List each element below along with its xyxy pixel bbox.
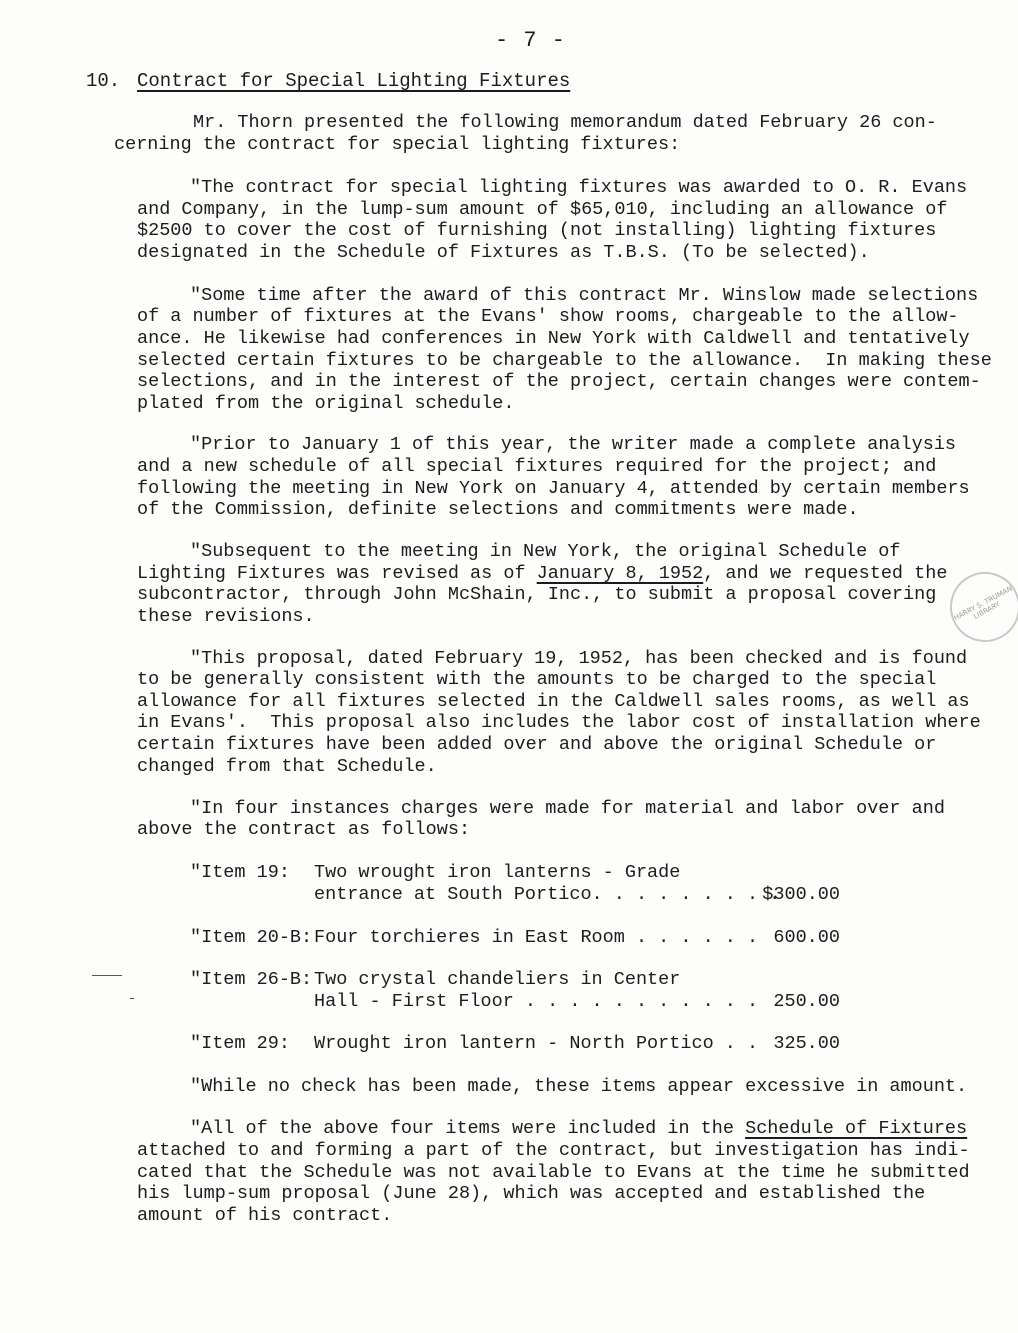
p8-line-1 xyxy=(190,1118,967,1140)
p8-line-5: amount of his contract. xyxy=(137,1205,393,1226)
item-26b-label: "Item 26-B: xyxy=(190,969,313,990)
p2-line-3: ance. He likewise had conferences in New York with Caldwell and tentatively xyxy=(137,328,970,349)
item-26b-desc-2: Hall - First Floor . . . . . . . . . . . xyxy=(314,991,759,1012)
p8-line-4: his lump-sum proposal (June 28), which was accepted and established the xyxy=(137,1183,926,1204)
section-title: Contract for Special Lighting Fixtures xyxy=(137,70,571,92)
item-29-desc-1: Wrought iron lantern - North Portico . . xyxy=(314,1033,759,1054)
p2-line-2: of a number of fixtures at the Evans' show rooms, chargeable to the allow- xyxy=(137,306,959,327)
item-19-desc-1: Two wrought iron lanterns - Grade xyxy=(314,862,681,883)
p8-line-2: attached to and forming a part of the contract, but investigation has indi- xyxy=(137,1140,970,1161)
p5-line-6: changed from that Schedule. xyxy=(137,756,437,777)
p5-line-3: allowance for all fixtures selected in the Caldwell sales rooms, as well as xyxy=(137,691,970,712)
p6-line-1: "In four instances charges were made for material and labor over and xyxy=(190,798,945,819)
scan-dash-mark xyxy=(92,975,122,976)
p4-line-2-pre: Lighting Fixtures was revised as of xyxy=(137,563,537,584)
p5-line-2: to be generally consistent with the amounts to be charged to the special xyxy=(137,669,937,690)
p5-line-4: in Evans'. This proposal also includes the labor cost of installation where xyxy=(137,712,981,733)
p4-line-2-post: , and we requested the xyxy=(703,563,948,584)
item-20b-label: "Item 20-B: xyxy=(190,927,313,948)
item-19-amount: $300.00 xyxy=(762,884,840,905)
p5-line-1: "This proposal, dated February 19, 1952, has been checked and is found xyxy=(190,648,968,669)
scan-dot-mark xyxy=(130,998,134,999)
p5-line-5: certain fixtures have been added over and above the original Schedule or xyxy=(137,734,937,755)
item-26b-amount: 250.00 xyxy=(773,991,840,1012)
schedule-of-fixtures-ref: Schedule of Fixtures xyxy=(745,1118,968,1139)
intro-line-1: Mr. Thorn presented the following memorandum dated February 26 con- xyxy=(193,112,937,133)
library-stamp xyxy=(938,560,1018,655)
page-number: - 7 - xyxy=(495,28,567,53)
section-number: 10. xyxy=(86,70,121,92)
p1-line-3: $2500 to cover the cost of furnishing (not installing) lighting fixtures xyxy=(137,220,937,241)
item-26b-desc-1: Two crystal chandeliers in Center xyxy=(314,969,681,990)
item-29-label: "Item 29: xyxy=(190,1033,290,1054)
library-stamp-text: HARRY S. TRUMAN LIBRARY xyxy=(952,584,1014,623)
p4-line-1: "Subsequent to the meeting in New York, the original Schedule of xyxy=(190,541,901,562)
p6-line-2: above the contract as follows: xyxy=(137,819,471,840)
p3-line-4: of the Commission, definite selections and commitments were made. xyxy=(137,499,859,520)
p7-line-1: "While no check has been made, these items appear excessive in amount. xyxy=(190,1076,968,1097)
p2-line-1: "Some time after the award of this contract Mr. Winslow made selections xyxy=(190,285,979,306)
revision-date: January 8, 1952 xyxy=(536,563,704,584)
p4-line-3: subcontractor, through John McShain, Inc., to submit a proposal covering xyxy=(137,584,937,605)
p4-line-4: these revisions. xyxy=(137,606,315,627)
p1-line-1: "The contract for special lighting fixtures was awarded to O. R. Evans xyxy=(190,177,968,198)
p1-line-4: designated in the Schedule of Fixtures as T.B.S. (To be selected). xyxy=(137,242,870,263)
p3-line-1: "Prior to January 1 of this year, the writer made a complete analysis xyxy=(190,434,957,455)
p2-line-4: selected certain fixtures to be chargeable to the allowance. In making these xyxy=(137,350,992,371)
p8-line-1-pre: "All of the above four items were included in the xyxy=(190,1118,746,1139)
item-20b-amount: 600.00 xyxy=(773,927,840,948)
item-19-label: "Item 19: xyxy=(190,862,290,883)
p3-line-2: and a new schedule of all special fixtures required for the project; and xyxy=(137,456,937,477)
p2-line-6: plated from the original schedule. xyxy=(137,393,515,414)
p2-line-5: selections, and in the interest of the project, certain changes were contem- xyxy=(137,371,981,392)
intro-line-2: cerning the contract for special lighting fixtures: xyxy=(114,134,681,155)
p3-line-3: following the meeting in New York on January 4, attended by certain members xyxy=(137,478,970,499)
p4-line-2 xyxy=(137,563,947,585)
p8-line-3: cated that the Schedule was not available to Evans at the time he submitted xyxy=(137,1162,970,1183)
item-20b-desc-1: Four torchieres in East Room . . . . . . xyxy=(314,927,759,948)
p1-line-2: and Company, in the lump-sum amount of $65,010, including an allowance of xyxy=(137,199,948,220)
item-29-amount: 325.00 xyxy=(773,1033,840,1054)
item-19-desc-2: entrance at South Portico. . . . . . . . . xyxy=(314,884,781,905)
